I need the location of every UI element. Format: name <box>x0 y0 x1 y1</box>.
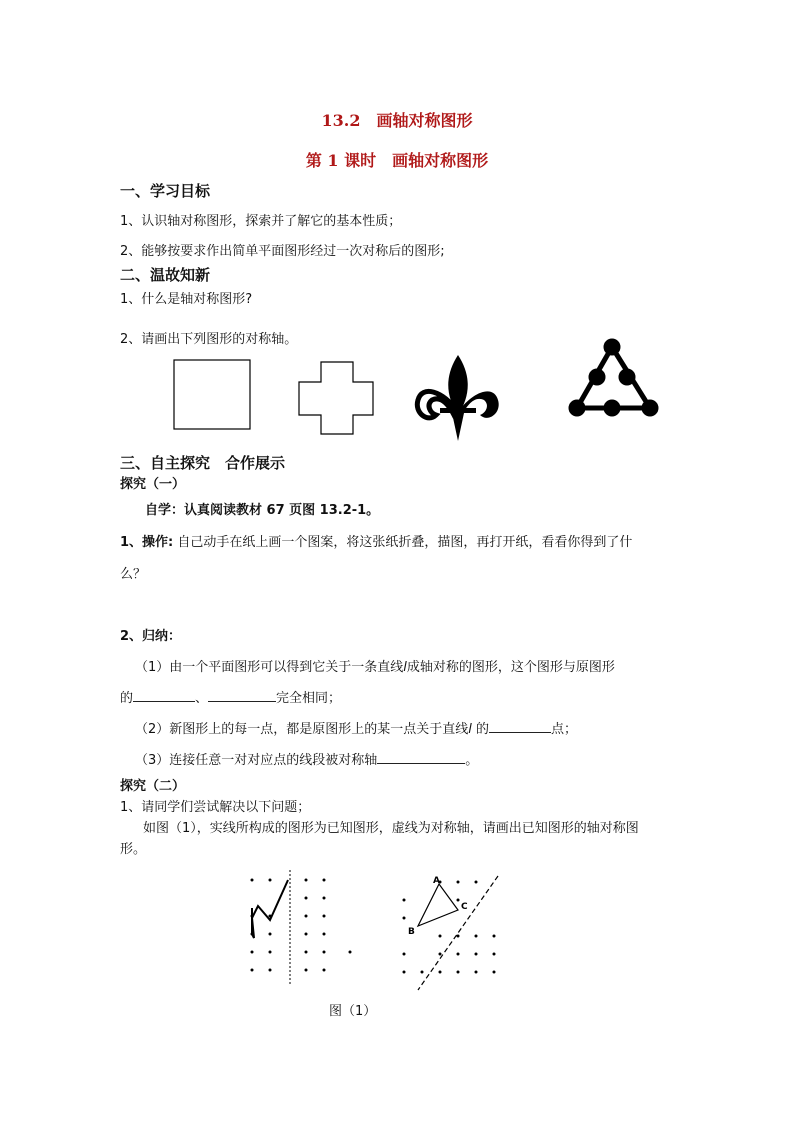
left-grid-figure <box>251 870 352 986</box>
figure-1-caption: 图（1） <box>329 1004 377 1019</box>
line-l-variable: l <box>468 722 472 737</box>
review-question-1: 1、什么是轴对称图形? <box>120 292 253 307</box>
review-question-2: 2、请画出下列图形的对称轴。 <box>120 332 298 347</box>
selfstudy-text: 自学：认真阅读教材 67 页图 13.2-1。 <box>145 503 380 518</box>
summary-label: 2、归纳： <box>120 629 182 644</box>
symmetry-shapes-row <box>160 355 680 450</box>
operation-text: 自己动手在纸上画一个图案，将这张纸折叠，描图，再打开纸，看看你得到了什 <box>173 535 633 550</box>
s1b-post: 完全相同； <box>276 691 342 706</box>
explore2-question-1: 1、请同学们尝试解决以下问题； <box>120 800 311 815</box>
cross-shape <box>299 362 373 434</box>
objective-item-1: 1、认识轴对称图形，探索并了解它的基本性质； <box>120 214 402 229</box>
s3-pre: （3）连接任意一对对应点的线段被对称轴 <box>135 753 378 768</box>
explore2-desc-1: 如图（1），实线所构成的图形为已知图形，虚线为对称轴，请画出已知图形的轴对称图 <box>143 821 639 836</box>
section3-heading: 三、自主探究 合作展示 <box>120 454 286 472</box>
page-subtitle: 第 1 课时 画轴对称图形 <box>305 151 489 170</box>
summary-item-3 <box>135 749 478 768</box>
figure-1 <box>240 868 520 993</box>
operation-line-1 <box>120 531 632 550</box>
s3-post: 。 <box>465 753 479 768</box>
blank-1[interactable] <box>133 689 195 702</box>
s1b-sep: 、 <box>195 691 209 706</box>
dot-triangle-shape <box>569 339 658 416</box>
objective-item-2: 2、能够按要求作出简单平面图形经过一次对称后的图形; <box>120 244 445 259</box>
summary-item-2 <box>135 718 577 737</box>
blank-4[interactable] <box>377 751 465 764</box>
s1a-post: 成轴对称的图形，这个图形与原图形 <box>406 660 615 675</box>
blank-2[interactable] <box>208 689 276 702</box>
line-l-variable: l <box>403 660 407 675</box>
blank-3[interactable] <box>489 720 551 733</box>
operation-label: 1、操作: <box>120 535 174 550</box>
left-dot-grid <box>251 879 352 972</box>
left-given-shape <box>252 880 288 938</box>
square-shape <box>174 360 250 429</box>
s1a-pre: （1）由一个平面图形可以得到它关于一条直线 <box>135 660 404 675</box>
point-a-label: A <box>433 876 440 886</box>
triangle-abc <box>418 884 458 926</box>
s2-pre: （2）新图形上的每一点，都是原图形上的某一点关于直线 <box>135 722 469 737</box>
s2-post: 点； <box>551 722 578 737</box>
fleur-de-lis-shape <box>417 355 498 441</box>
summary-item-1a <box>135 656 615 675</box>
s1b-pre: 的 <box>120 691 134 706</box>
explore2-heading: 探究（二） <box>120 779 186 794</box>
section1-heading: 一、学习目标 <box>120 182 211 200</box>
operation-line-2: 么？ <box>120 567 147 582</box>
s2-mid: 的 <box>471 722 490 737</box>
explore2-desc-2: 形。 <box>120 842 147 857</box>
point-b-label: B <box>408 927 415 937</box>
summary-item-1b <box>120 687 341 706</box>
right-dot-grid <box>403 881 496 974</box>
page-title: 13.2 画轴对称图形 <box>321 111 473 130</box>
explore1-heading: 探究（一） <box>120 477 186 492</box>
right-grid-figure <box>403 876 499 990</box>
point-c-label: C <box>461 902 468 912</box>
section2-heading: 二、温故知新 <box>120 266 211 284</box>
